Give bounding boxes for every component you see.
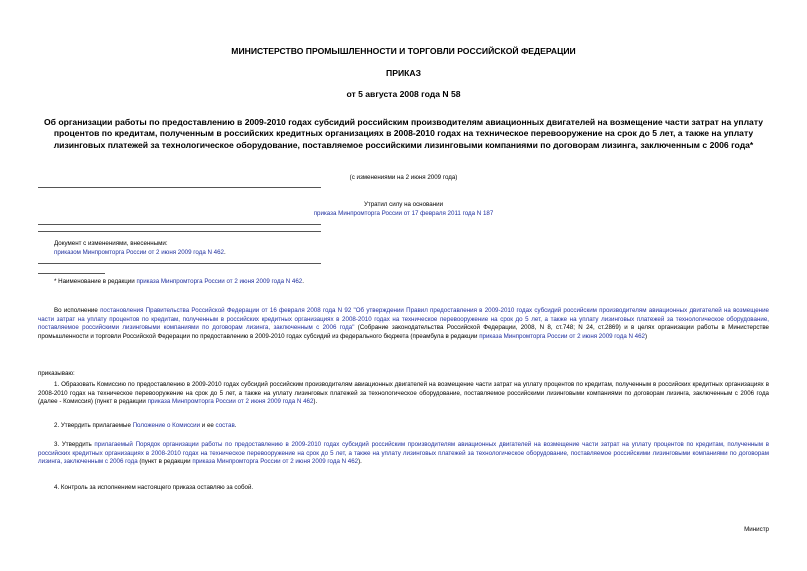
- item-3: 3. Утвердить прилагаемый Порядок организации работы по предоставлению в 2009-2010 годах субсидий российским производителям авиационных двигателей на возмещение части затрат на уплату процентов по кредитам, полученным в российских кредитных организациях в 2008-2010 годах на техническое перевооружение на срок до 5 лет, а также на уплату лизинговых платежей за технологическое оборудование, поставляемое российскими лизинговыми компаниями по договорам лизинга, заключенным с 2006 года (пункт в редакции приказа Минпромторга России от 2 июня 2009 года N 462).: [38, 441, 769, 466]
- changes-order-link[interactable]: приказом Минпромторга России от 2 июня 2009 года N 462: [54, 249, 224, 257]
- government-decree-link[interactable]: постановления Правительства Российской Федерации от 16 февраля 2008 года N 92 "Об утверждении Правил предоставления в 2009-2010 годах субсидий российским производителям авиационных двигателей на возмещение части затрат на уплату процентов по кредитам, полученным в российских кредитных организациях в 2008-2010 годах на техническое перевооружение на срок до 5 лет, а также на уплату лизинговых платежей за технологическое оборудование, поставляемое российскими лизинговыми компаниями по договорам лизинга, заключенным с 2006 года": [38, 307, 769, 332]
- repeal-text: Утратил силу на основании: [363, 201, 444, 208]
- divider: [38, 224, 321, 225]
- composition-link[interactable]: состав: [215, 422, 235, 429]
- date-number-heading: от 5 августа 2008 года N 58: [346, 89, 461, 99]
- item-2: 2. Утвердить прилагаемые Положение о Комиссии и ее состав.: [54, 422, 237, 429]
- order-word: приказываю:: [38, 370, 75, 377]
- divider: [38, 187, 321, 188]
- footnote-order-link[interactable]: приказа Минпромторга России от 2 июня 2009 года N 462: [136, 278, 303, 285]
- signature-title: Министр: [744, 526, 769, 533]
- item-3-amendment-link[interactable]: приказа Минпромторга России от 2 июня 2009 года N 462: [192, 458, 359, 466]
- footnote-divider: [38, 273, 105, 274]
- ministry-heading: МИНИСТЕРСТВО ПРОМЫШЛЕННОСТИ И ТОРГОВЛИ РОССИЙСКОЙ ФЕДЕРАЦИИ: [231, 46, 576, 56]
- repeal-order-link[interactable]: приказа Минпромторга России от 17 февраля 2011 года N 187: [313, 210, 494, 218]
- procedure-link[interactable]: прилагаемый Порядок организации работы по предоставлению в 2009-2010 годах субсидий российским производителям авиационных двигателей на возмещение части затрат на уплату процентов по кредитам, полученным в российских кредитных организациях в 2008-2010 годах на техническое перевооружение на срок до 5 лет, а также на уплату лизинговых платежей за технологическое оборудование, поставляемое российскими лизинговыми компаниями по договорам лизинга, заключенным с 2006 года: [38, 441, 769, 466]
- footnote: * Наименование в редакции приказа Минпромторга России от 2 июня 2009 года N 462.: [54, 278, 304, 285]
- item-4: 4. Контроль за исполнением настоящего приказа оставляю за собой.: [54, 484, 254, 491]
- document-type-heading: ПРИКАЗ: [386, 68, 421, 78]
- divider: [38, 231, 321, 232]
- item-1: 1. Образовать Комиссию по предоставлению в 2009-2010 годах субсидий российским производителям авиационных двигателей на возмещение части затрат на уплату процентов по кредитам, полученным в российских кредитных организациях в 2008-2010 годах на техническое перевооружение на срок до 5 лет, а также на уплату лизинговых платежей за технологическое оборудование, поставляемое российскими лизинговыми компаниями по договорам лизинга, заключенным с 2006 года (далее - Комиссия) (пункт в редакции приказа Минпромторга России от 2 июня 2009 года N 462).: [38, 381, 769, 406]
- amendments-note: (с изменениями на 2 июня 2009 года): [349, 174, 458, 181]
- regulation-link[interactable]: Положение о Комиссии: [132, 422, 201, 429]
- repeal-note: [38, 201, 769, 219]
- item-1-amendment-link[interactable]: приказа Минпромторга России от 2 июня 2009 года N 462: [147, 398, 314, 406]
- preamble-paragraph: Во исполнение постановления Правительства Российской Федерации от 16 февраля 2008 года N 92 "Об утверждении Правил предоставления в 2009-2010 годах субсидий российским производителям авиационных двигателей на возмещение части затрат на уплату процентов по кредитам, полученным в российских кредитных организациях в 2008-2010 годах на техническое перевооружение на срок до 5 лет, а также на уплату лизинговых платежей за технологическое оборудование, поставляемое российскими лизинговыми компаниями по договорам лизинга, заключенным с 2006 года" (Собрание законодательства Российской Федерации, 2008, N 8, ст.748; N 24, ст.2869) и в целях организации работы в Министерстве промышленности и торговли Российской Федерации по предоставлению в 2009-2010 годах субсидий из федерального бюджета (преамбула в редакции приказа Минпромторга России от 2 июня 2009 года N 462): [38, 307, 769, 340]
- changes-box: Документ с изменениями, внесенными: приказом Минпромторга России от 2 июня 2009 года N 462.: [54, 240, 324, 258]
- preamble-amendment-link[interactable]: приказа Минпромторга России от 2 июня 2009 года N 462: [479, 332, 645, 340]
- divider: [38, 263, 321, 264]
- changes-label: Документ с изменениями, внесенными:: [54, 240, 168, 247]
- document-title: Об организации работы по предоставлению в 2009-2010 годах субсидий российским производителям авиационных двигателей на возмещение части затрат на уплату процентов по кредитам, полученным в российских кредитных организациях в 2008-2010 годах на техническое перевооружение на срок до 5 лет, а также на уплату лизинговых платежей за технологическое оборудование, поставляемое российскими лизинговыми компаниями по договорам лизинга, заключенным с 2006 года*: [43, 117, 764, 150]
